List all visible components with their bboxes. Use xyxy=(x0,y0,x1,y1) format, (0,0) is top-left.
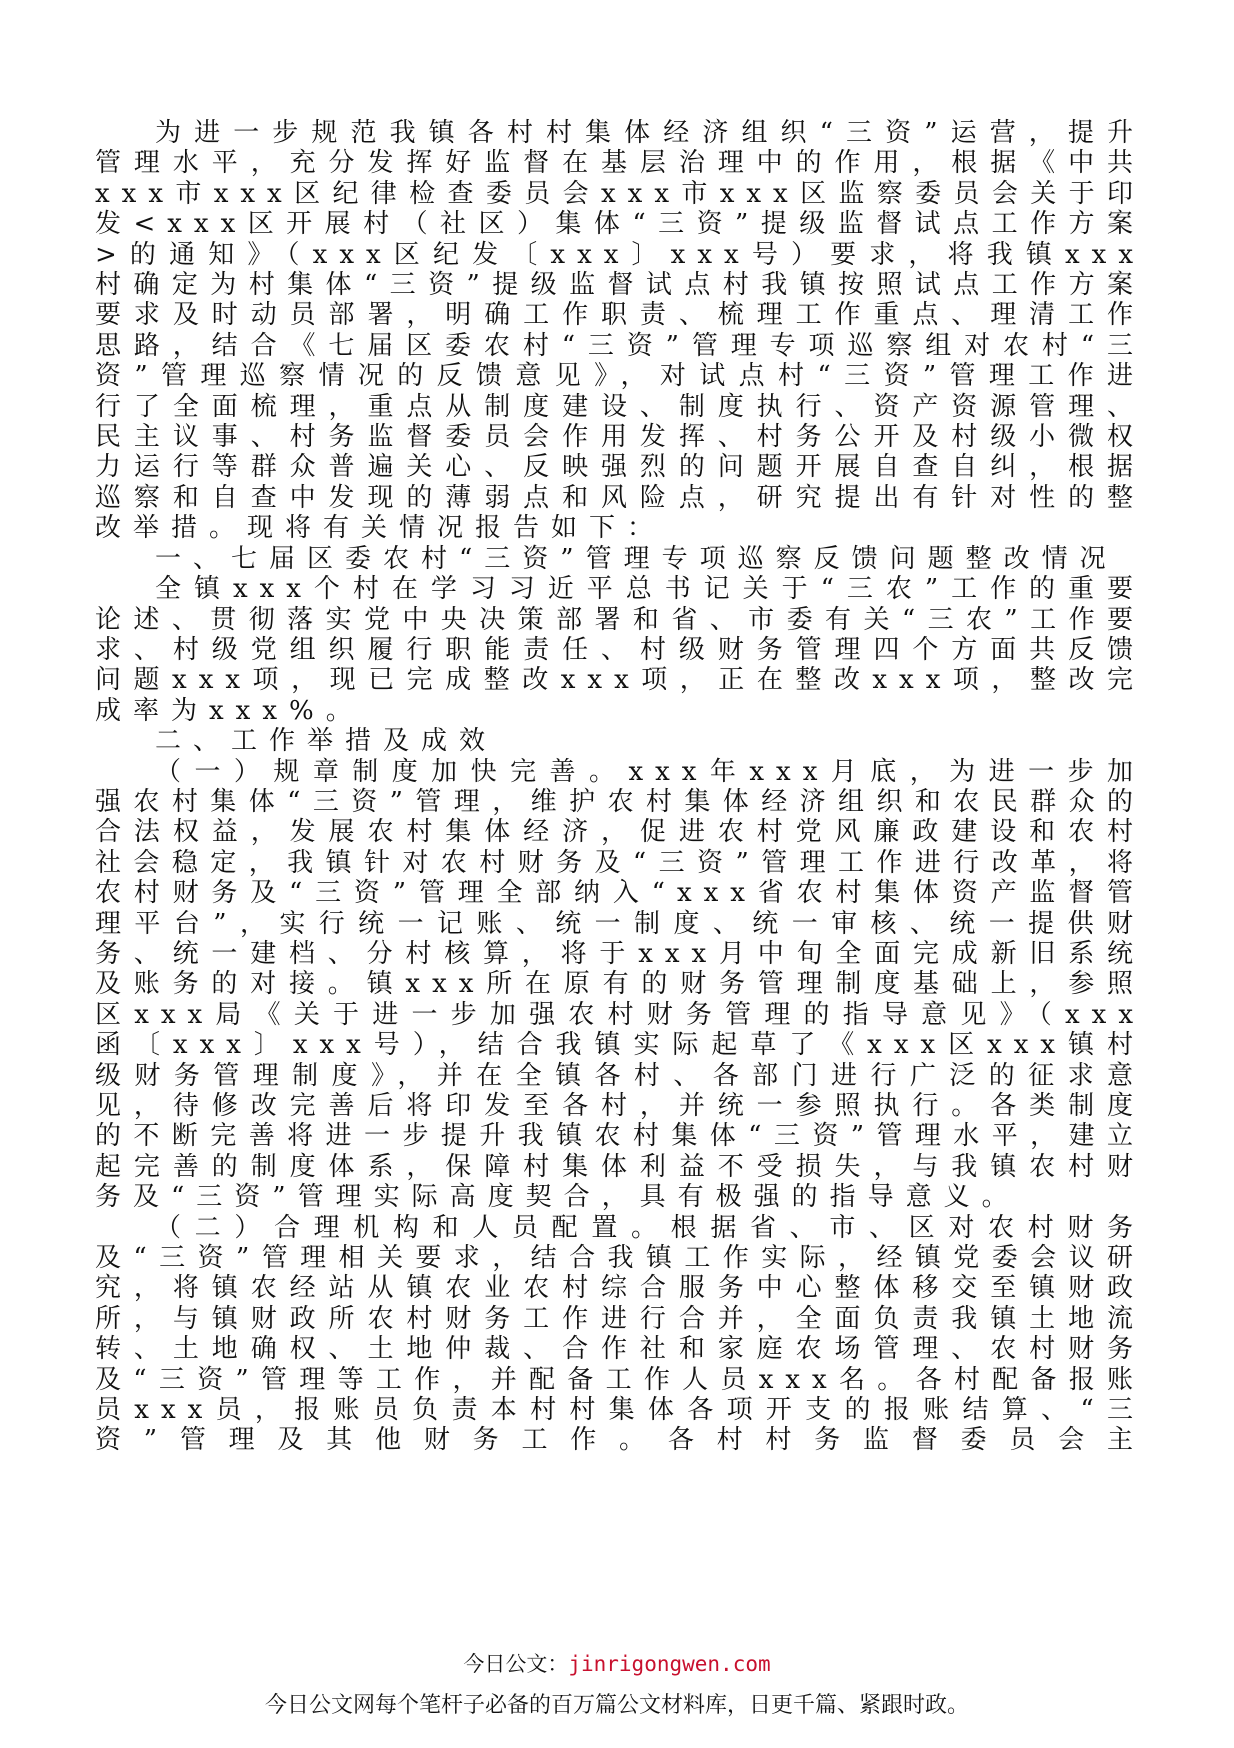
paragraph-intro: 为进一步规范我镇各村村集体经济组织“三资”运营，提升管理水平，充分发挥好监督在基层治理中的作用，根据《中共xxx市xxx区纪律检查委员会xxx市xxx区监察委员会关于印发<xxx区开展村（社区）集体“三资”提级监督试点工作方案>的通知》（xxx区纪发〔xxx〕xxx号）要求，将我镇xxx村确定为村集体“三资”提级监督试点村我镇按照试点工作方案要求及时动员部署，明确工作职责、梳理工作重点、理清工作思路，结合《七届区委农村“三资”管理专项巡察组对农村“三资”管理巡察情况的反馈意见》，对试点村“三资”管理工作进行了全面梳理，重点从制度建设、制度执行、资产资源管理、民主议事、村务监督委员会作用发挥、村务公开及村级小微权力运行等群众普遍关心、反映强烈的问题开展自查自纠，根据巡察和自查中发现的薄弱点和风险点，研究提出有针对性的整改举措。现将有关情况报告如下： xyxy=(95,118,1145,544)
paragraph-rectification: 全镇xxx个村在学习习近平总书记关于“三农”工作的重要论述、贯彻落实党中央决策部署和省、市委有关“三农”工作要求、村级党组织履行职能责任、村级财务管理四个方面共反馈问题xxx项，现已完成整改xxx项，正在整改xxx项，整改完成率为xxx%。 xyxy=(95,574,1145,726)
footer-brand-label: 今日公文： xyxy=(463,1652,569,1676)
section-heading-2: 二、工作举措及成效 xyxy=(155,726,498,757)
section-heading-1: 一、七届区委农村“三资”管理专项巡察反馈问题整改情况 xyxy=(155,543,1118,574)
footer-brand xyxy=(0,1648,1234,1678)
paragraph-staffing: （二）合理机构和人员配置。根据省、市、区对农村财务及“三资”管理相关要求，结合我镇工作实际，经镇党委会议研究，将镇农经站从镇农业农村综合服务中心整体移交至镇财政所，与镇财政所农村财务工作进行合并，全面负责我镇土地流转、土地确权、土地仲裁、合作社和家庭农场管理、农村财务及“三资”管理等工作，并配备工作人员xxx名。各村配备报账员xxx员，报账员负责本村村集体各项开支的报账结算、“三资”管理及其他财务工作。各村村务监督委员会主 xyxy=(95,1212,1145,1456)
footer-url-link[interactable]: jinrigongwen.com xyxy=(568,1652,771,1676)
paragraph-rules: （一）规章制度加快完善。xxx年xxx月底，为进一步加强农村集体“三资”管理，维护农村集体经济组织和农民群众的合法权益，发展农村集体经济，促进农村党风廉政建设和农村社会稳定，我镇针对农村财务及“三资”管理工作进行改革，将农村财务及“三资”管理全部纳入“xxx省农村集体资产监督管理平台”，实行统一记账、统一制度、统一审核、统一提供财务、统一建档、分村核算，将于xxx月中旬全面完成新旧系统及账务的对接。镇xxx所在原有的财务管理制度基础上，参照区xxx局《关于进一步加强农村财务管理的指导意见》（xxx函〔xxx〕xxx号），结合我镇实际起草了《xxx区xxx镇村级财务管理制度》，并在全镇各村、各部门进行广泛的征求意见，待修改完善后将印发至各村，并统一参照执行。各类制度的不断完善将进一步提升我镇农村集体“三资”管理水平，建立起完善的制度体系，保障村集体利益不受损失，与我镇农村财务及“三资”管理实际高度契合，具有极强的指导意义。 xyxy=(95,756,1145,1213)
document-body xyxy=(95,118,1145,1456)
footer-slogan: 今日公文网每个笔杆子必备的百万篇公文材料库，日更千篇、紧跟时政。 xyxy=(264,1693,969,1718)
